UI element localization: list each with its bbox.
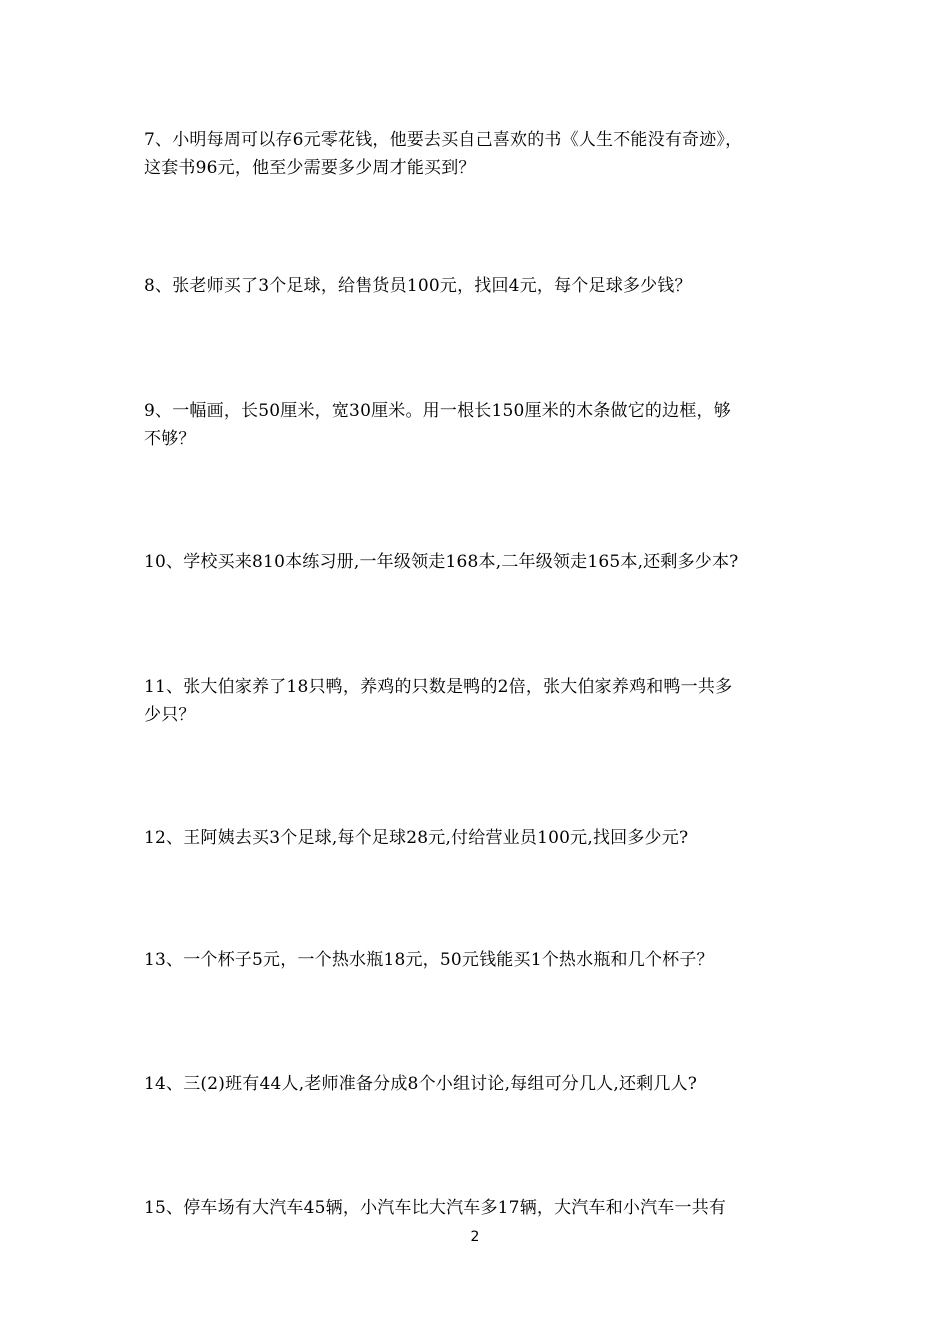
question-line: 10、学校买来810本练习册,一年级领走168本,二年级领走165本,还剩多少本? bbox=[144, 552, 739, 572]
question-15 bbox=[144, 1194, 824, 1222]
question-line: 11、张大伯家养了18只鸭，养鸡的只数是鸭的2倍，张大伯家养鸡和鸭一共多 bbox=[144, 677, 733, 697]
question-7 bbox=[144, 126, 824, 182]
question-line: 8、张老师买了3个足球，给售货员100元，找回4元，每个足球多少钱？ bbox=[144, 276, 692, 296]
question-10 bbox=[144, 548, 824, 576]
question-14 bbox=[144, 1070, 824, 1098]
question-line: 13、一个杯子5元，一个热水瓶18元，50元钱能买1个热水瓶和几个杯子？ bbox=[144, 950, 714, 970]
question-line: 15、停车场有大汽车45辆，小汽车比大汽车多17辆，大汽车和小汽车一共有 bbox=[144, 1198, 727, 1218]
question-line: 不够？ bbox=[144, 429, 196, 449]
question-line: 12、王阿姨去买3个足球,每个足球28元,付给营业员100元,找回多少元? bbox=[144, 828, 689, 848]
question-line: 7、小明每周可以存6元零花钱，他要去买自己喜欢的书《人生不能没有奇迹》， bbox=[144, 130, 743, 150]
question-line: 少只？ bbox=[144, 705, 196, 725]
page-number: 2 bbox=[470, 1229, 480, 1245]
question-line: 9、一幅画，长50厘米，宽30厘米。用一根长150厘米的木条做它的边框，够 bbox=[144, 401, 731, 421]
question-9 bbox=[144, 397, 824, 453]
question-8 bbox=[144, 272, 824, 300]
question-line: 14、三(2)班有44人,老师准备分成8个小组讨论,每组可分几人,还剩几人? bbox=[144, 1074, 698, 1094]
question-12 bbox=[144, 824, 824, 852]
question-line: 这套书96元，他至少需要多少周才能买到？ bbox=[144, 158, 476, 178]
question-11 bbox=[144, 673, 824, 729]
question-13 bbox=[144, 946, 824, 974]
